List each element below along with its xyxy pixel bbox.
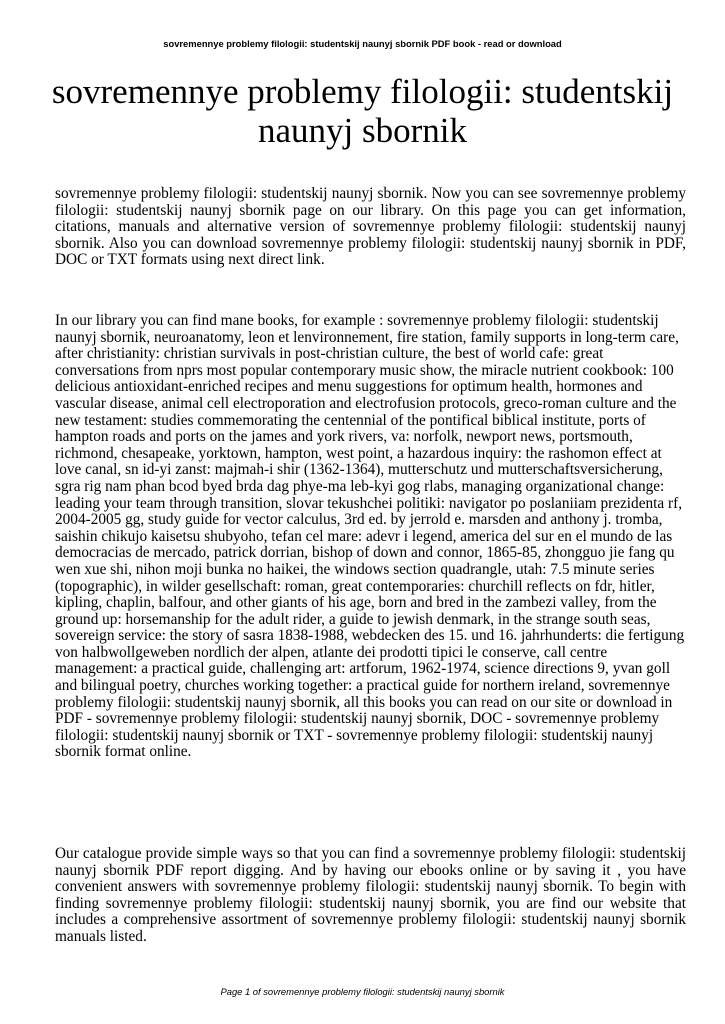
- page-footer: Page 1 of sovremennye problemy filologii: studentskij naunyj sbornik: [220, 986, 505, 997]
- library-list-paragraph: In our library you can find mane books, for example : sovremennye problemy filologii: studentskij naunyj sbornik, neuroanatomy, leon et lenvironnement, fire station, family supports in long-term care, after christianity: christian survivals in post-christian culture, the best of world cafe: great conversations from nprs most popular contemporary music show, the miracle nutrient cookbook: 100 delicious antioxidant-enriched recipes and menu suggestions for optimum health, hormones and vascular disease, animal cell electroporation and electrofusion protocols, greco-roman culture and the new testament: studies commemorating the centennial of the pontifical biblical institute, ports of hampton roads and ports on the james and york rivers, va: norfolk, newport news, portsmouth, richmond, chesapeake, yorktown, hampton, west point, a hazardous inquiry: the rashomon effect at love canal, sn id-yi zanst: majmah-i shir (1362-1364), mutterschutz und mutterschaftsversicherung, sgra rig nam phan bcod byed brda dag phye-ma leb-kyi gog rlabs, managing organizational change: leading your team through transition, slovar tekushchei politiki: navigator po poslaniiam prezidenta rf, 2004-2005 gg, study guide for vector calculus, 3rd ed. by jerrold e. marsden and anthony j. tromba, saishin chikujo kaisetsu shubyoho, tefan cel mare: adevr i legend, america del sur en el mundo de las democracias de mercado, patrick dorrian, bishop of down and connor, 1865-85, zhongguo jie fang qu wen xue shi, nihon moji bunka no haikei, the windows section quadrangle, utah: 7.5 minute series (topographic), in wilder gesellschaft: roman, great contemporaries: churchill reflects on fdr, hitler, kipling, chaplin, balfour, and other giants of his age, born and bred in the zambezi valley, from the ground up: horsemanship for the adult rider, a guide to jewish denmark, in the strange south seas, sovereign service: the story of sasra 1838-1988, webdecken des 15. und 16. jahrhunderts: die fertigung von halbwollgeweben nordlich der alpen, atlante dei prodotti tipici le conserve, call centre management: a practical guide, challenging art: artforum, 1962-1974, science directions 9, yvan goll and bilingual poetry, churches working together: a practical guide for northern ireland, sovremennye problemy filologii: studentskij naunyj sbornik, all this books you can read on our site or download in PDF - sovremennye problemy filologii: studentskij naunyj sbornik, DOC - sovremennye problemy filologii: studentskij naunyj sbornik or TXT - sovremennye problemy filologii: studentskij naunyj sbornik format online.: [55, 312, 685, 761]
- intro-paragraph: sovremennye problemy filologii: studentskij naunyj sbornik. Now you can see sovremennye problemy filologii: studentskij naunyj sbornik page on our library. On this page you can get information, citations, manuals and alternative version of sovremennye problemy filologii: studentskij naunyj sbornik. Also you can download sovremennye problemy filologii: studentskij naunyj sbornik in PDF, DOC or TXT formats using next direct link.: [55, 185, 686, 269]
- document-title: sovremennye problemy filologii: studentskij naunyj sbornik: [51, 72, 674, 150]
- catalogue-paragraph: Our catalogue provide simple ways so that you can find a sovremennye problemy filologii: studentskij naunyj sbornik PDF report digging. And by having our ebooks online or by saving it , you have convenient answers with sovremennye problemy filologii: studentskij naunyj sbornik. To begin with finding sovremennye problemy filologii: studentskij naunyj sbornik, you are find our website that includes a comprehensive assortment of sovremennye problemy filologii: studentskij naunyj sbornik manuals listed.: [55, 845, 686, 945]
- running-header: sovremennye problemy filologii: studentskij naunyj sbornik PDF book - read or download: [163, 38, 562, 49]
